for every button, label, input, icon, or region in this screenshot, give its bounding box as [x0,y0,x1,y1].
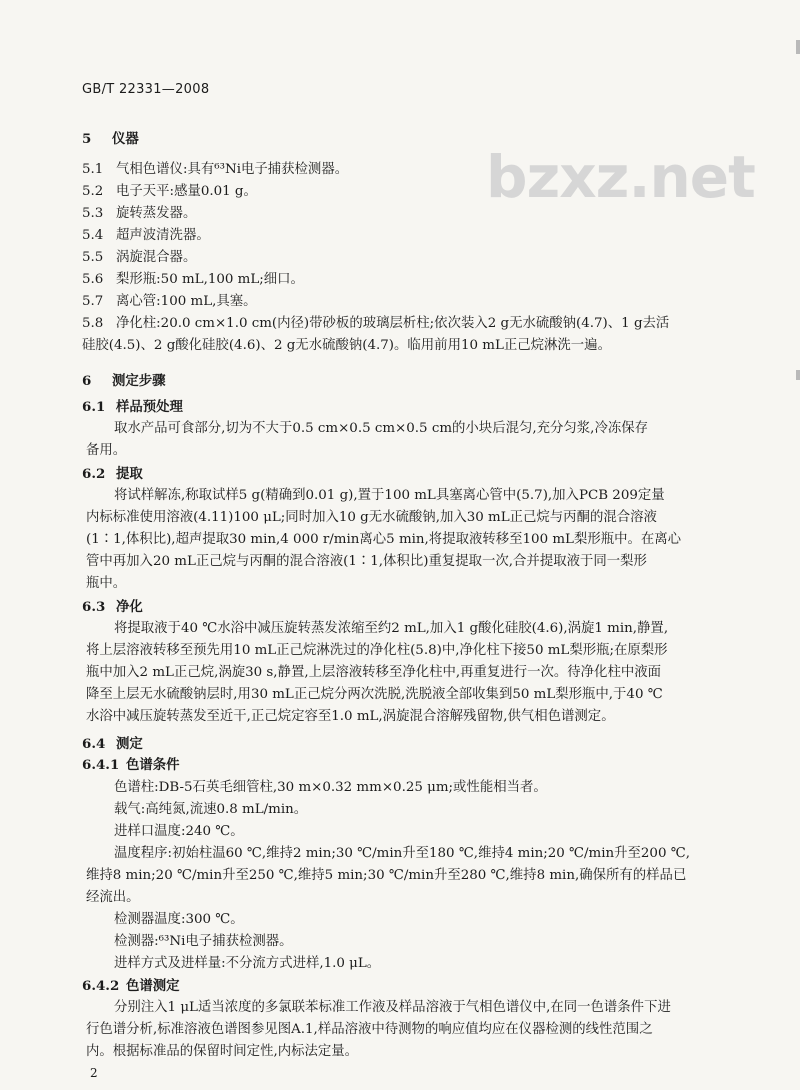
standard-code: GB/T 22331—2008 [82,82,210,97]
list-item: 5.6 梨形瓶:50 mL,100 mL;细口。 [82,272,304,287]
subsection-heading: 6.4.1 色谱条件 [82,757,180,773]
paragraph-line: 分别注入1 μL适当浓度的多氯联苯标准工作液及样品溶液于气相色谱仪中,在同一色谱条件下进 [114,1000,671,1015]
paragraph-line: 行色谱分析,标准溶液色谱图参见图A.1,样品溶液中待测物的响应值均应在仪器检测的线性范围之 [86,1022,653,1037]
list-item: 5.1 气相色谱仪:具有⁶³Ni电子捕获检测器。 [82,162,349,177]
paragraph-line: (1∶1,体积比),超声提取30 min,4 000 r/min离心5 min,将提取液转移至100 mL梨形瓶中。在离心 [86,532,682,547]
list-item-continuation: 硅胶(4.5)、2 g酸化硅胶(4.6)、2 g无水硫酸钠(4.7)。临用前用10 mL正己烷淋洗一遍。 [82,338,611,353]
watermark: bzxz.net [486,143,755,211]
list-item: 5.7 离心管:100 mL,具塞。 [82,294,257,309]
paragraph-line: 进样口温度:240 ℃。 [114,824,244,839]
list-item: 5.5 涡旋混合器。 [82,250,197,265]
paragraph-line: 水浴中减压旋转蒸发至近干,正己烷定容至1.0 mL,涡旋混合溶解残留物,供气相色谱测定。 [86,709,615,724]
paragraph-line: 将上层溶液转移至预先用10 mL正己烷淋洗过的净化柱(5.8)中,净化柱下接50 mL梨形瓶;在原梨形 [86,643,668,658]
paragraph-line: 温度程序:初始柱温60 ℃,维持2 min;30 ℃/min升至180 ℃,维持4 min;20 ℃/min升至200 ℃, [114,846,690,861]
section-heading [82,130,139,148]
section-title: 仪器 [112,131,139,147]
scan-edge-mark [796,370,800,380]
paragraph-line: 内。根据标准品的保留时间定性,内标法定量。 [86,1044,359,1059]
paragraph-line: 取水产品可食部分,切为不大于0.5 cm×0.5 cm×0.5 cm的小块后混匀,充分匀浆,冷冻保存 [114,421,649,436]
subsection-heading: 6.2 提取 [82,466,143,482]
paragraph-line: 降至上层无水硫酸钠层时,用30 mL正己烷分两次洗脱,洗脱液全部收集到50 mL梨形瓶中,于40 ℃ [86,687,663,702]
subsection-heading: 6.1 样品预处理 [82,399,183,415]
section-number: 5 [82,131,92,147]
page-number: 2 [90,1066,98,1080]
paragraph-line: 内标标准使用溶液(4.11)100 μL;同时加入10 g无水硫酸钠,加入30 mL正己烷与丙酮的混合溶液 [86,510,657,525]
paragraph-line: 经流出。 [86,890,140,905]
scan-edge-mark [796,40,800,54]
paragraph-line: 进样方式及进样量:不分流方式进样,1.0 μL。 [114,956,381,971]
paragraph-line: 色谱柱:DB-5石英毛细管柱,30 m×0.32 mm×0.25 μm;或性能相当者。 [114,780,547,795]
paragraph-line: 将试样解冻,称取试样5 g(精确到0.01 g),置于100 mL具塞离心管中(5.7),加入PCB 209定量 [114,488,665,503]
list-item: 5.4 超声波清洗器。 [82,228,210,243]
list-item: 5.8 净化柱:20.0 cm×1.0 cm(内径)带砂板的玻璃层析柱;依次装入2 g无水硫酸钠(4.7)、1 g去活 [82,316,670,331]
paragraph-line: 瓶中。 [86,576,127,591]
paragraph-line: 载气:高纯氮,流速0.8 mL/min。 [114,802,308,817]
paragraph-line: 检测器温度:300 ℃。 [114,912,244,927]
paragraph-line: 将提取液于40 ℃水浴中减压旋转蒸发浓缩至约2 mL,加入1 g酸化硅胶(4.6),涡旋1 min,静置, [114,621,669,636]
subsection-heading: 6.4 测定 [82,736,143,752]
list-item: 5.3 旋转蒸发器。 [82,206,197,221]
paragraph-line: 检测器:⁶³Ni电子捕获检测器。 [114,934,293,949]
subsection-heading: 6.3 净化 [82,599,143,615]
paragraph-line: 瓶中加入2 mL正己烷,涡旋30 s,静置,上层溶液转移至净化柱中,再重复进行一次。待净化柱中液面 [86,665,662,680]
subsection-heading: 6.4.2 色谱测定 [82,978,180,994]
paragraph-line: 管中再加入20 mL正己烷与丙酮的混合溶液(1∶1,体积比)重复提取一次,合并提取液于同一梨形 [86,554,647,569]
paragraph-line: 备用。 [86,443,127,458]
section-heading: 6 测定步骤 [82,373,166,389]
paragraph-line: 维持8 min;20 ℃/min升至250 ℃,维持5 min;30 ℃/min升至280 ℃,维持8 min,确保所有的样品已 [86,868,687,883]
list-item: 5.2 电子天平:感量0.01 g。 [82,184,257,199]
